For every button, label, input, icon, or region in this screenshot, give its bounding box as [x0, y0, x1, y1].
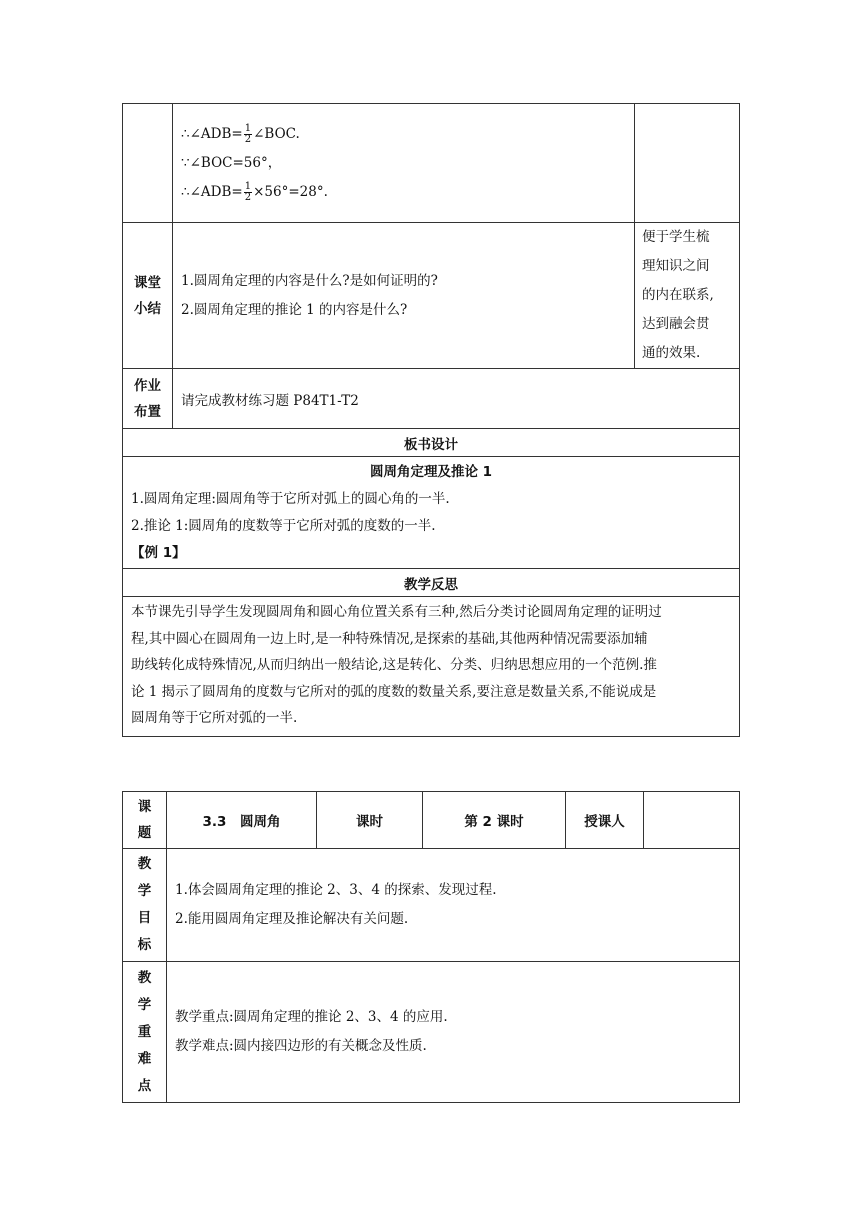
- board-line: 1.圆周角定理:圆周角等于它所对弧上的圆心角的一半.: [131, 491, 450, 507]
- summary-label: 课堂 小结: [123, 223, 173, 369]
- homework-row: [123, 369, 740, 429]
- reflection-content-row: [123, 597, 740, 737]
- teacher-value: [644, 792, 740, 849]
- fraction-half: $\frac{1}{2}$: [244, 180, 252, 203]
- board-line: 2.推论 1:圆周角的度数等于它所对弧的度数的一半.: [131, 518, 436, 534]
- board-title: 圆周角定理及推论 1: [369, 464, 493, 480]
- summary-row: [123, 223, 740, 369]
- board-content-row: [123, 457, 740, 569]
- header-row: [123, 792, 740, 849]
- homework-label: 作业 布置: [123, 369, 173, 429]
- keypoint-item: 教学重点:圆周角定理的推论 2、3、4 的应用.: [175, 1009, 448, 1025]
- keypoints-label: 教 学 重 难 点: [123, 962, 167, 1103]
- summary-item: 1.圆周角定理的内容是什么?是如何证明的?: [181, 272, 438, 289]
- summary-item: 2.圆周角定理的推论 1 的内容是什么?: [181, 301, 408, 318]
- period-value: 第 2 课时: [423, 792, 566, 849]
- reflection-header: 教学反思: [123, 569, 740, 597]
- summary-content: [173, 223, 635, 369]
- objectives-content: [167, 849, 740, 962]
- objectives-label: 教 学 目 标: [123, 849, 167, 962]
- empty-label-cell: [123, 104, 173, 223]
- proof-row: [123, 104, 740, 223]
- teacher-label: 授课人: [566, 792, 644, 849]
- keypoint-item: 教学难点:圆内接四边形的有关概念及性质.: [175, 1038, 427, 1054]
- board-header-row: [123, 429, 740, 457]
- topic-label: 课 题: [123, 792, 167, 849]
- keypoints-content: [167, 962, 740, 1103]
- proof-cell: [173, 104, 635, 223]
- summary-purpose: 便于学生梳 理知识之间 的内在联系, 达到融会贯 通的效果.: [635, 223, 740, 369]
- board-header: 板书设计: [123, 429, 740, 457]
- lesson-table-new: [122, 791, 740, 1103]
- lesson-table-continued: [122, 103, 740, 737]
- fraction-half: $\frac{1}{2}$: [244, 122, 252, 145]
- homework-content: 请完成教材练习题 P84T1-T2: [173, 369, 740, 429]
- proof-line-3: ∴∠ADB= $\frac{1}{2}$ ×56°=28°.: [181, 180, 328, 203]
- proof-line-2: ∵∠BOC=56°，: [181, 154, 282, 171]
- board-content: [123, 457, 740, 569]
- board-example: 【例 1】: [131, 545, 186, 561]
- proof-line-1: ∴∠ADB= $\frac{1}{2}$ ∠BOC.: [181, 122, 300, 145]
- empty-purpose-cell: [635, 104, 740, 223]
- objective-item: 1.体会圆周角定理的推论 2、3、4 的探索、发现过程.: [175, 882, 497, 898]
- topic-value: 3.3 圆周角: [167, 792, 317, 849]
- objective-item: 2.能用圆周角定理及推论解决有关问题.: [175, 911, 409, 927]
- reflection-header-row: [123, 569, 740, 597]
- reflection-content: 本节课先引导学生发现圆周角和圆心角位置关系有三种,然后分类讨论圆周角定理的证明过 程,其中圆心在圆周角一边上时,是一种特殊情况,是探索的基础,其他两种情况需要添加辅 助线转化成特殊情况,从而归纳出一般结论,这是转化、分类、归纳思想应用的一个范例.推 论 1 揭示了圆周角的度数与它所对的弧的度数的数量关系,要注意是数量关系,不能说成是 圆周角等于它所对弧的一半.: [123, 597, 740, 737]
- period-label: 课时: [317, 792, 423, 849]
- objectives-row: [123, 849, 740, 962]
- keypoints-row: [123, 962, 740, 1103]
